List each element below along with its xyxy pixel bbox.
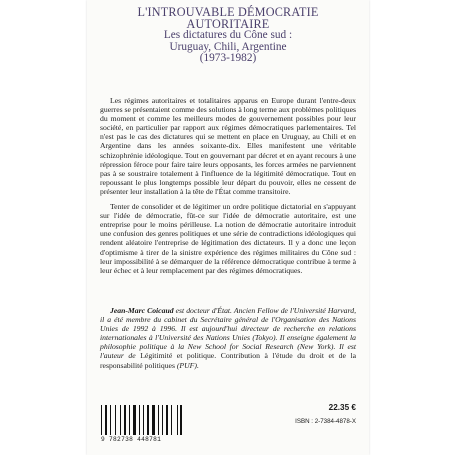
price: 22.35 € — [328, 403, 356, 412]
barcode-bar — [166, 405, 168, 435]
author-bio-publisher: (PUF). — [174, 360, 199, 370]
barcode-bar — [171, 405, 172, 435]
author-name: Jean-Marc Coicaud — [110, 306, 174, 315]
barcode-bar — [180, 405, 182, 435]
barcode-bar — [143, 405, 144, 435]
barcode-bar — [103, 405, 104, 435]
barcode-bar — [169, 405, 170, 435]
barcode-bar — [141, 405, 143, 435]
barcode-number: 9 782738 448781 — [101, 436, 162, 443]
subtitle-line-3: (1973-1982) — [199, 52, 257, 64]
barcode-bar — [150, 405, 151, 435]
author-book-title: Légitimité et politique. Contribution à l'étude du droit et de la responsabilité politiques — [100, 351, 356, 370]
barcode-bar — [145, 405, 146, 435]
barcode-bar — [127, 405, 129, 435]
barcode-bar — [133, 405, 136, 435]
isbn: ISBN : 2-7384-4878-X — [295, 418, 356, 425]
barcode-bar — [124, 405, 126, 435]
barcode-bar — [111, 405, 114, 435]
barcode-bar — [164, 405, 165, 435]
author-bio-paragraph — [100, 306, 356, 370]
barcode-bar — [158, 405, 159, 435]
author-bio — [100, 306, 356, 370]
barcode-bar — [156, 405, 157, 435]
barcode-bar — [101, 405, 102, 435]
barcode-bar — [152, 405, 155, 435]
author-bio-text: est docteur d'État. Ancien Fellow de l'Université Harvard, il a été membre du cabinet du Secrétaire général de l'Organisation des Nations Unies de 1992 à 1996. Il est aujourd'hui directeur de recherche en relations internationales à l'Université des Nations Unies (Tokyo). Il enseigne également la philosophie politique à la New School for Social Research (New York). Il est l'auteur de — [100, 306, 356, 361]
barcode-bar — [173, 405, 176, 435]
barcode-bar — [117, 405, 119, 435]
blurb-paragraph-2: Tenter de consolider et de légitimer un ordre politique dictatorial en s'appuyant sur l'idée de démocratie, fût-ce sur l'idée de démocratie autoritaire, est une entreprise pour le moins périlleuse. La notion de démocratie autoritaire introduit une confusion des genres politiques et une série de contradictions idéologiques qui rendent aléatoire l'entreprise de légitimation des dictateurs. Il y a donc une leçon d'optimisme à tirer de la sinistre expérience des régimes militaires du Cône sud : leur impossibilité à se démarquer de la référence démocratique contribue à terme à leur échec et à leur remplacement par des régimes démocratiques. — [100, 202, 356, 275]
barcode-bars — [101, 405, 185, 435]
title-block — [87, 7, 369, 65]
blurb-paragraph-1: Les régimes autoritaires et totalitaires apparus en Europe durant l'entre-deux guerres se présentaient comme des solutions à long terme aux problèmes politiques du moment et comme les meilleurs modes de gouvernement possibles pour leur société, en particulier par rapport aux régimes démocratiques parlementaires. Tel n'est pas le cas des dictatures qui se mettent en place en Uruguay, au Chili et en Argentine dans les années soixante-dix. Elles manifestent une véritable schizophrénie idéologique. Tout en gouvernant par décret et en ayant recours à une répression féroce pour faire taire leurs opposants, les forces armées ne parviennent pas à se soustraire totalement à l'influence de la légitimité démocratique. Tout en repoussant le plus longtemps possible leur départ du pouvoir, elles ne cessent de présenter leur installation à la tête de l'État comme transitoire. — [100, 96, 356, 196]
barcode-bar — [162, 405, 163, 435]
barcode — [101, 405, 185, 445]
blurb — [100, 96, 356, 281]
title-line-1: L'INTROUVABLE DÉMOCRATIE — [137, 5, 319, 19]
barcode-bar — [131, 405, 132, 435]
barcode-bar — [160, 405, 162, 435]
book-back-cover — [87, 0, 369, 455]
subtitle-line-2: Uruguay, Chili, Argentine — [169, 40, 287, 53]
barcode-bar — [105, 405, 107, 435]
barcode-bar — [129, 405, 130, 435]
barcode-bar — [178, 405, 179, 435]
barcode-bar — [147, 405, 149, 435]
barcode-bar — [108, 405, 109, 435]
barcode-bar — [110, 405, 111, 435]
barcode-bar — [177, 405, 178, 435]
barcode-bar — [120, 405, 121, 435]
title-line-2: AUTORITAIRE — [186, 16, 270, 31]
barcode-bar — [139, 405, 140, 435]
barcode-bar — [122, 405, 123, 435]
subtitle-line-1: Les dictatures du Cône sud : — [163, 29, 293, 41]
barcode-bar — [183, 405, 184, 435]
barcode-bar — [115, 405, 116, 435]
barcode-bar — [137, 405, 138, 435]
